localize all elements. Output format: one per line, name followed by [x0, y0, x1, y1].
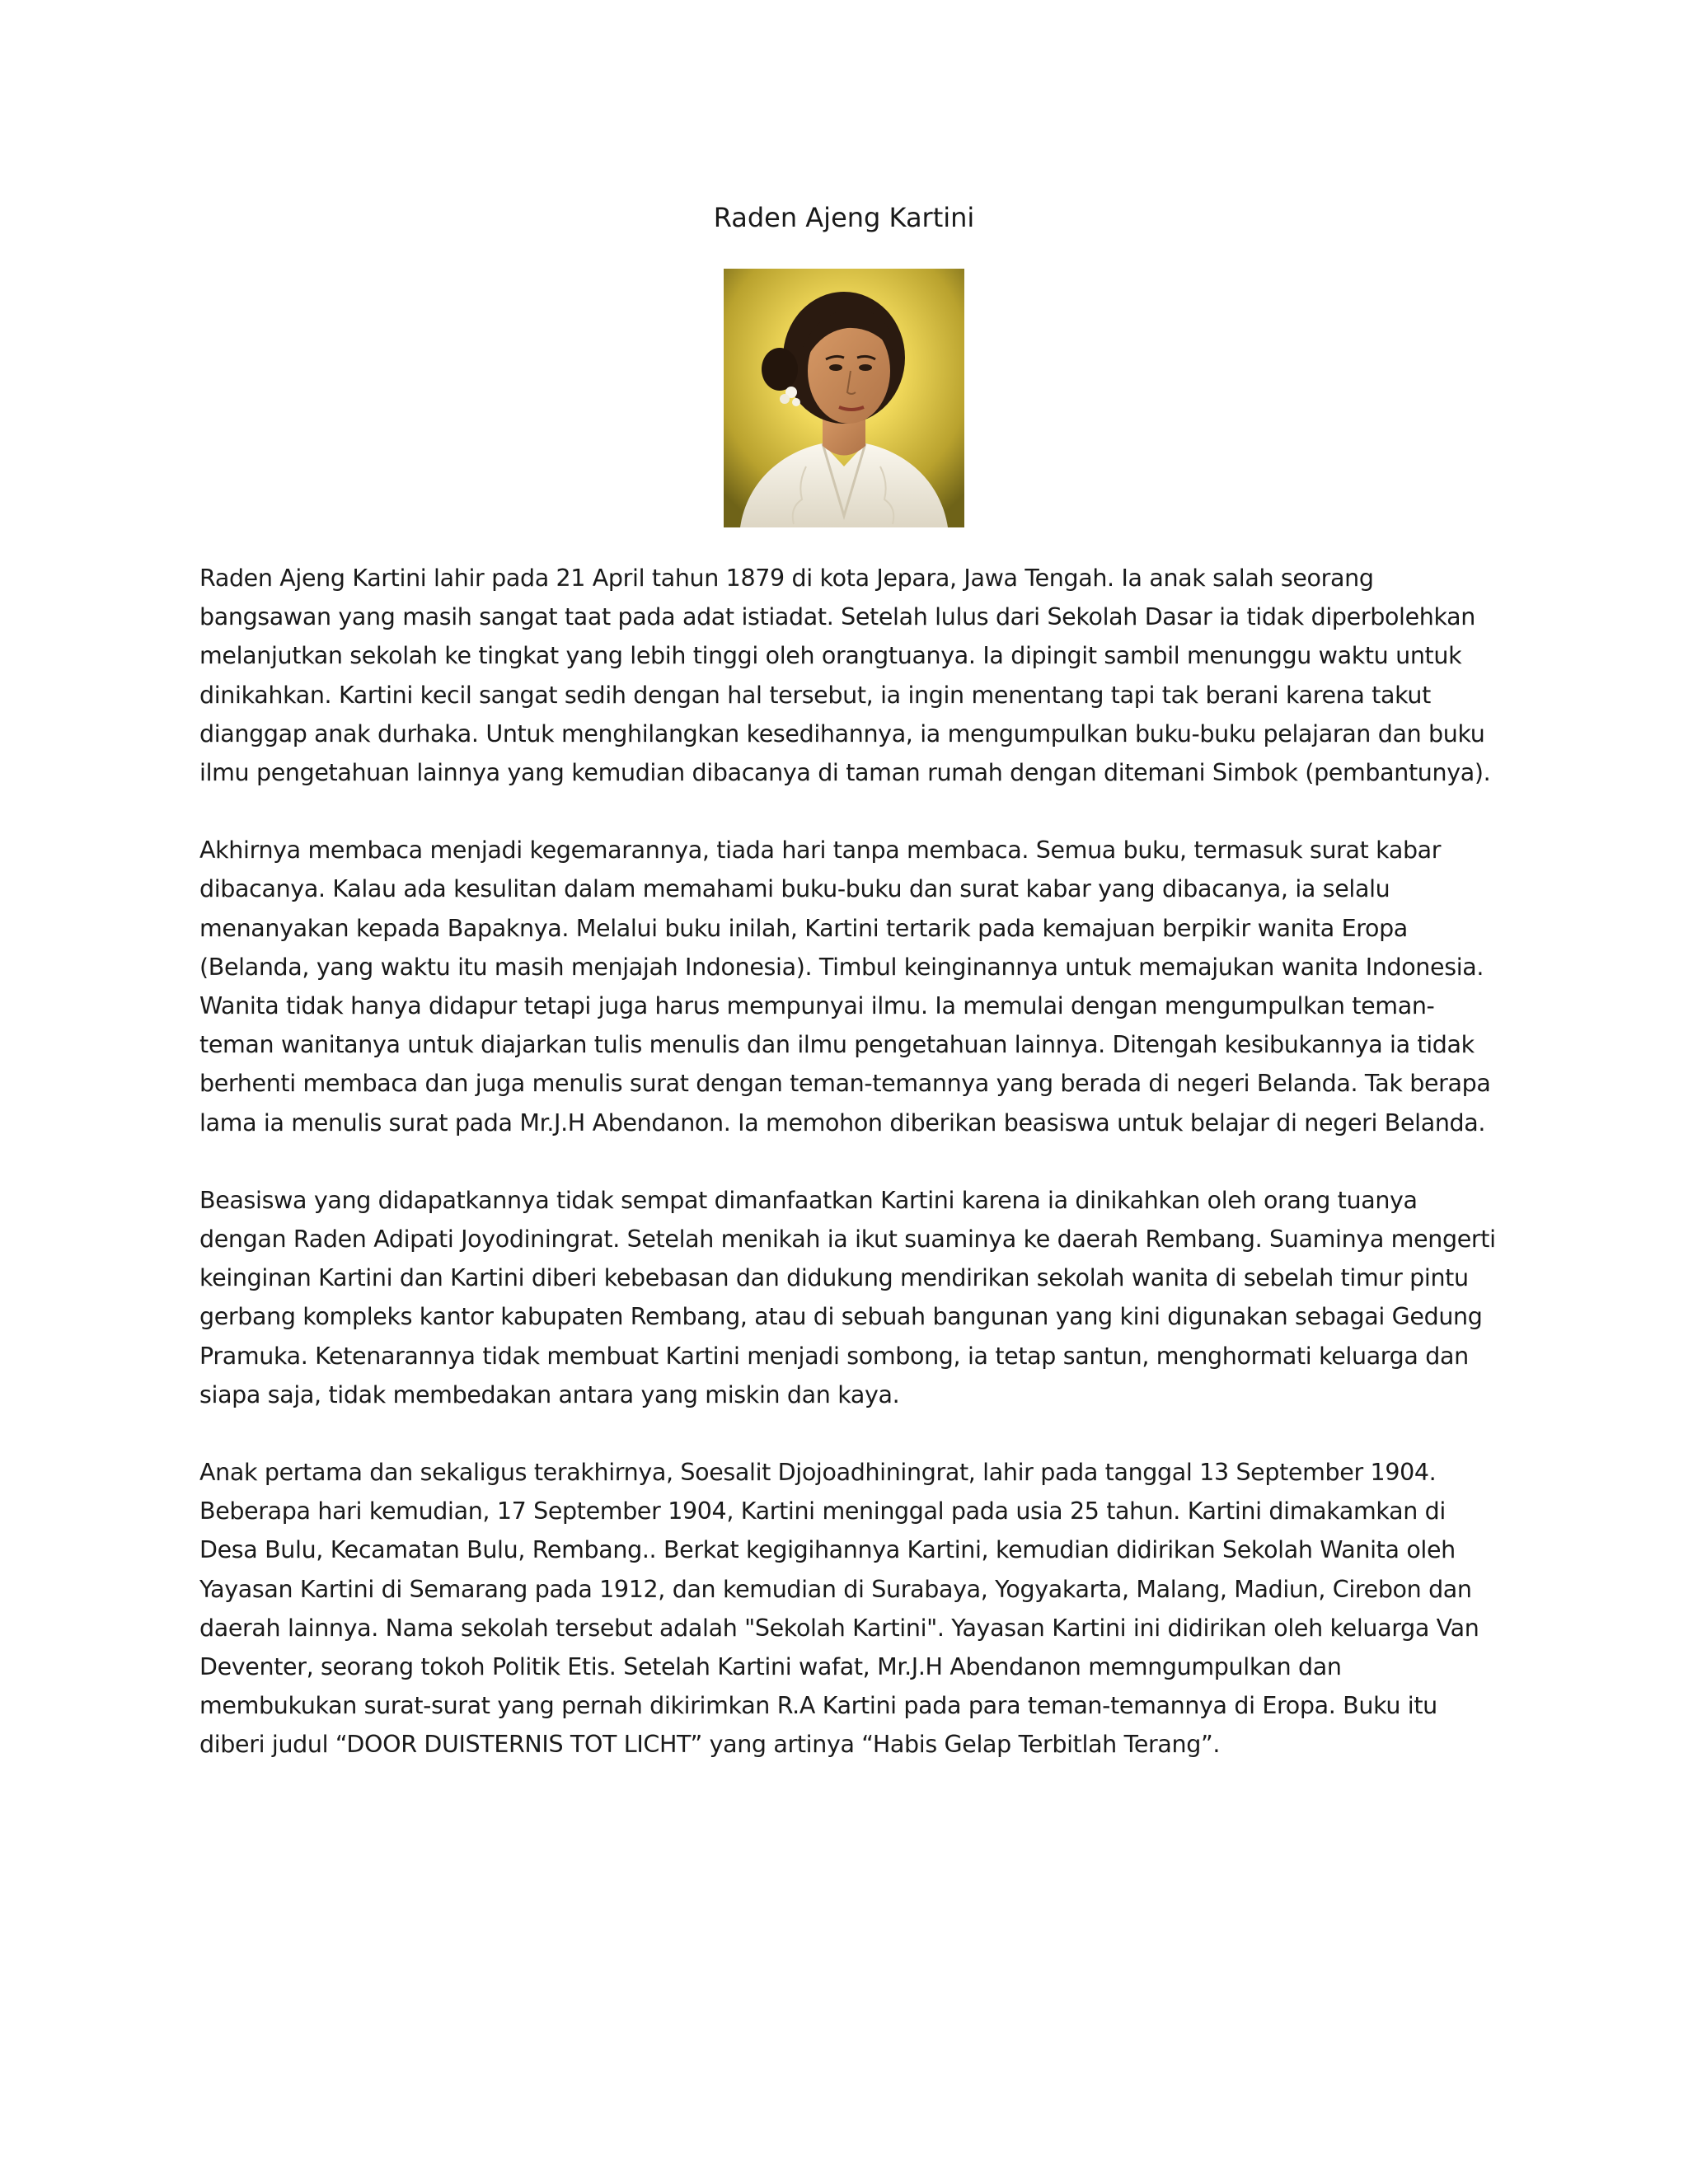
article-body: [199, 559, 1502, 1803]
paragraph-4: Anak pertama dan sekaligus terakhirnya, Soesalit Djojoadhiningrat, lahir pada tanggal 13 September 1904. Beberapa hari kemudian, 17 September 1904, Kartini meninggal pada usia 25 tahun. Kartini dimakamkan di Desa Bulu, Kecamatan Bulu, Rembang.. Berkat kegigihannya Kartini, kemudian didirikan Sekolah Wanita oleh Yayasan Kartini di Semarang pada 1912, dan kemudian di Surabaya, Yogyakarta, Malang, Madiun, Cirebon dan daerah lainnya. Nama sekolah tersebut adalah "Sekolah Kartini". Yayasan Kartini ini didirikan oleh keluarga Van Deventer, seorang tokoh Politik Etis. Setelah Kartini wafat, Mr.J.H Abendanon memngumpulkan dan membukukan surat-surat yang pernah dikirimkan R.A Kartini pada para teman-temannya di Eropa. Buku itu diberi judul “DOOR DUISTERNIS TOT LICHT” yang artinya “Habis Gelap Terbitlah Terang”.: [199, 1459, 1479, 1759]
portrait-image: [724, 269, 964, 527]
paragraph-1: Raden Ajeng Kartini lahir pada 21 April tahun 1879 di kota Jepara, Jawa Tengah. Ia anak salah seorang bangsawan yang masih sangat taat pada adat istiadat. Setelah lulus dari Sekolah Dasar ia tidak diperbolehkan melanjutkan sekolah ke tingkat yang lebih tinggi oleh orangtuanya. Ia dipingit sambil menunggu waktu untuk dinikahkan. Kartini kecil sangat sedih dengan hal tersebut, ia ingin menentang tapi tak berani karena takut dianggap anak durhaka. Untuk menghilangkan kesedihannya, ia mengumpulkan buku-buku pelajaran dan buku ilmu pengetahuan lainnya yang kemudian dibacanya di taman rumah dengan ditemani Simbok (pembantunya).: [199, 565, 1491, 787]
paragraph-3: Beasiswa yang didapatkannya tidak sempat dimanfaatkan Kartini karena ia dinikahkan oleh orang tuanya dengan Raden Adipati Joyodiningrat. Setelah menikah ia ikut suaminya ke daerah Rembang. Suaminya mengerti keinginan Kartini dan Kartini diberi kebebasan dan didukung mendirikan sekolah wanita di sebelah timur pintu gerbang kompleks kantor kabupaten Rembang, atau di sebuah bangunan yang kini digunakan sebagai Gedung Pramuka. Ketenarannya tidak membuat Kartini menjadi sombong, ia tetap santun, menghormati keluarga dan siapa saja, tidak membedakan antara yang miskin dan kaya.: [199, 1186, 1496, 1408]
paragraph-2: Akhirnya membaca menjadi kegemarannya, tiada hari tanpa membaca. Semua buku, termasuk surat kabar dibacanya. Kalau ada kesulitan dalam memahami buku-buku dan surat kabar yang dibacanya, ia selalu menanyakan kepada Bapaknya. Melalui buku inilah, Kartini tertarik pada kemajuan berpikir wanita Eropa (Belanda, yang waktu itu masih menjajah Indonesia). Timbul keinginannya untuk memajukan wanita Indonesia. Wanita tidak hanya didapur tetapi juga harus mempunyai ilmu. Ia memulai dengan mengumpulkan teman-teman wanitanya untuk diajarkan tulis menulis dan ilmu pengetahuan lainnya. Ditengah kesibukannya ia tidak berhenti membaca dan juga menulis surat dengan teman-temannya yang berada di negeri Belanda. Tak berapa lama ia menulis surat pada Mr.J.H Abendanon. Ia memohon diberikan beasiswa untuk belajar di negeri Belanda.: [199, 837, 1491, 1137]
document-title: Raden Ajeng Kartini: [713, 202, 975, 233]
